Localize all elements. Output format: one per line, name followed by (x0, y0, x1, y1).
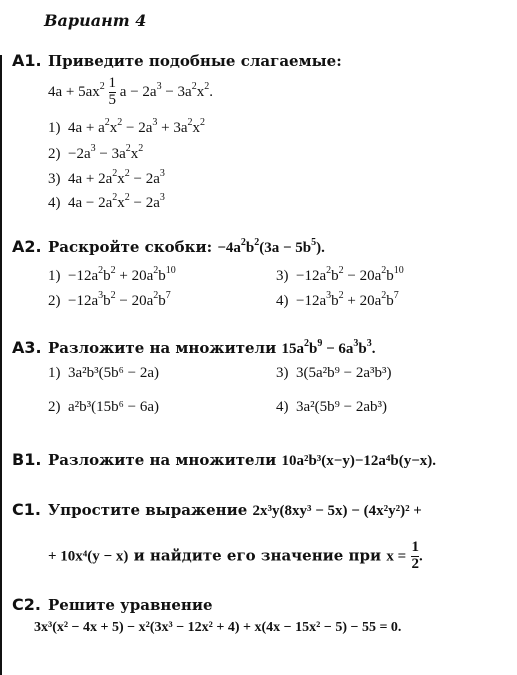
c2-equation: 3x³(x² − 4x + 5) − x²(3x³ − 12x² + 4) + x(4x − 15x² − 5) − 55 = 0. (34, 620, 402, 635)
a3-option-1[interactable]: 1) 3a²b³(5b⁶ − 2a) (48, 365, 159, 381)
fraction-one-fifth: $\frac{1}{5}$ (108, 75, 117, 108)
a2-number: A2. (12, 237, 42, 256)
c1-question: Упростите выражение 2x³y(8xy³ − 5x) − (4x²y²)² + (48, 501, 422, 519)
c1-number: C1. (12, 500, 41, 519)
a2-option-2[interactable]: $2) -12a^3b^2 - 20a^2b^7$ (48, 290, 171, 309)
a1-option-2[interactable]: $2) -2a^3 - 3a^2x^2$ (48, 143, 144, 162)
a3-option-4[interactable]: 4) 3a²(5b⁹ − 2ab³) (276, 399, 387, 415)
c1-line2: + 10x⁴(y − x) и найдите его значение при x = $\frac{1}{2}$ . (48, 539, 423, 572)
a2-option-4[interactable]: $4) -12a^3b^2 + 20a^2b^7$ (276, 290, 399, 309)
left-margin-line (0, 55, 2, 675)
a1-number: A1. (12, 51, 42, 70)
a1-question: Приведите подобные слагаемые: (48, 52, 342, 70)
a1-option-3[interactable]: 3) $4a + 2a^2x^2 - 2a^3$ (48, 168, 165, 187)
c1-expression-line1: 2x³y(8xy³ − 5x) − (4x²y²)² + (252, 503, 422, 519)
a1-option-1[interactable]: 1) $4a + a^2x^2 - 2a^3 + 3a^2x^2$ (48, 117, 206, 136)
a3-option-3[interactable]: 3) 3(5a²b⁹ − 2a³b³) (276, 365, 392, 381)
a1-expression: $4a + 5ax^2$ $\frac{1}{5}$ $a - 2a^3 - 3a^2x^2$. (48, 75, 213, 108)
a2-question: Раскройте скобки: $-4a^2b^2(3a - 5b^5)$. (48, 237, 325, 256)
b1-question: Разложите на множители 10a²b³(x−y)−12a⁴b(y−x). (48, 451, 437, 469)
c1-expression-line2: + 10x⁴(y − x) (48, 548, 129, 565)
a1-option-4[interactable]: 4) $4a - 2a^2x^2 - 2a^3$ (48, 192, 165, 211)
a3-question: Разложите на множители $15a^2b^9 - 6a^3b^3$. (48, 338, 376, 357)
fraction-one-half: $\frac{1}{2}$ (411, 539, 419, 572)
a2-option-3[interactable]: $3) -12a^2b^2 - 20a^2b^{10}$ (276, 265, 404, 284)
b1-expression: 10a²b³(x−y)−12a⁴b(y−x). (281, 453, 437, 469)
c2-question: Решите уравнение (48, 596, 213, 614)
c2-number: C2. (12, 595, 41, 614)
a3-option-2[interactable]: 2) a²b³(15b⁶ − 6a) (48, 399, 159, 415)
variant-title: Вариант 4 (44, 11, 147, 30)
b1-number: B1. (12, 450, 42, 469)
a3-number: A3. (12, 338, 42, 357)
a2-option-1[interactable]: $1) -12a^2b^2 + 20a^2b^{10}$ (48, 265, 176, 284)
